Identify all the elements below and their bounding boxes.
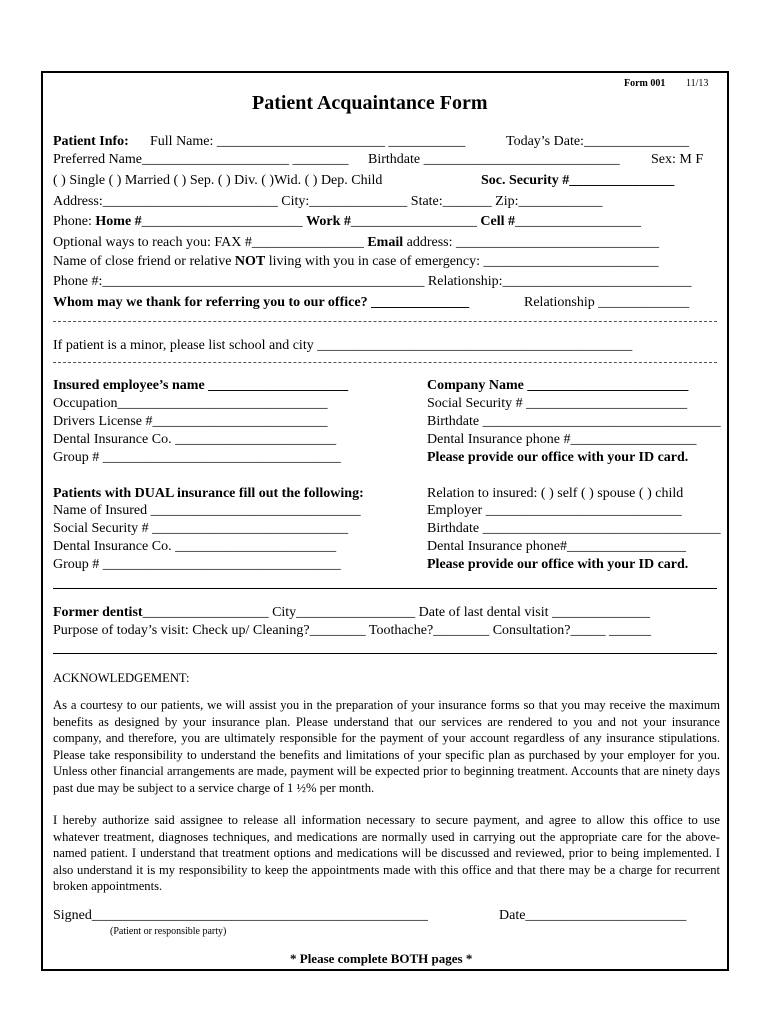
acknowledgement-heading: ACKNOWLEDGEMENT: bbox=[53, 671, 190, 685]
dual-birthdate-field[interactable]: Birthdate __________________________________ bbox=[427, 521, 721, 536]
dual-ssn-field[interactable]: Social Security # ____________________________ bbox=[53, 521, 349, 536]
dual-group-field[interactable]: Group # __________________________________ bbox=[53, 557, 341, 572]
insured-ssn-field[interactable]: Social Security # _______________________ bbox=[427, 396, 688, 411]
work-phone-field[interactable]: __________________ bbox=[350, 214, 477, 229]
visit-purpose-field[interactable]: Purpose of today’s visit: Check up/ Cleaning?________ Toothache?________ Consultation?_____ ______ bbox=[53, 623, 651, 638]
dual-insurance-heading: Patients with DUAL insurance fill out the following: bbox=[53, 486, 364, 501]
emergency-label-not: NOT bbox=[234, 254, 266, 269]
page-title: Patient Acquaintance Form bbox=[252, 92, 488, 114]
former-dentist-field[interactable]: __________________ City_________________ Date of last dental visit ______________ bbox=[142, 605, 651, 620]
dental-insurance-phone-field[interactable]: Dental Insurance phone #__________________ bbox=[427, 432, 697, 447]
sex-field[interactable]: Sex: M F bbox=[651, 152, 704, 167]
birthdate-field[interactable]: Birthdate ____________________________ bbox=[368, 152, 620, 167]
dental-insurance-co-field[interactable]: Dental Insurance Co. _______________________ bbox=[53, 432, 337, 447]
todays-date-field[interactable]: Today’s Date:_______________ bbox=[506, 134, 689, 149]
phone-label: Phone: bbox=[53, 214, 92, 229]
relation-to-insured-options[interactable]: Relation to insured: ( ) self ( ) spouse ( ) child bbox=[427, 486, 684, 501]
form-date-code: 11/13 bbox=[686, 78, 709, 89]
email-label: Email bbox=[367, 235, 404, 250]
emergency-label-pre: Name of close friend or relative bbox=[53, 254, 232, 269]
emergency-name-field[interactable]: living with you in case of emergency: _________________________ bbox=[268, 254, 659, 269]
divider bbox=[53, 588, 717, 589]
former-dentist-label: Former dentist bbox=[53, 605, 143, 620]
former-dentist-row bbox=[53, 605, 650, 621]
optional-contact-row bbox=[53, 235, 659, 251]
divider bbox=[53, 362, 717, 363]
marital-status-options[interactable]: ( ) Single ( ) Married ( ) Sep. ( ) Div. ( )Wid. ( ) Dep. Child bbox=[53, 173, 383, 188]
signature-date-field[interactable]: Date_______________________ bbox=[499, 908, 687, 923]
form-number: Form 001 bbox=[624, 78, 666, 89]
divider bbox=[53, 321, 717, 322]
dual-dental-co-field[interactable]: Dental Insurance Co. _______________________ bbox=[53, 539, 337, 554]
id-card-note: Please provide our office with your ID card. bbox=[427, 450, 689, 465]
acknowledgement-paragraph-1: As a courtesy to our patients, we will assist you in the preparation of your insurance forms so that you may receive the maximum benefits as designed by your insurance plan. Please understand that our services are rendered to you and not your insurance company, and therefore, you are ultimately responsible for the payment of your account regardless of any insurance stipulations. Please take responsibility to understand the benefits and limitations of your specific plan as purchased by your employer for you. Unless other financial arrangements are made, payment will be expected prior to beginning treatment. Accounts that are ninety days past due may be subject to a service charge of 1 ½% per month. bbox=[53, 698, 720, 795]
signature-field[interactable]: Signed________________________________________________ bbox=[53, 908, 428, 923]
occupation-field[interactable]: Occupation______________________________ bbox=[53, 396, 328, 411]
acknowledgement-paragraph-2: I hereby authorize said assignee to release all information necessary to secure payment, and agree to allow this office to use whatever treatment, diagnoses techniques, and medications are normally used in carrying out the appropriate care for the above-named patient. I understand that treatment options and medications will be discussed and reviewed, prior to being implemented. I also understand it is my responsibility to keep the appointments made with this office and that there may be a charge for recurrent broken appointments. bbox=[53, 813, 720, 893]
cell-phone-field[interactable]: __________________ bbox=[515, 214, 641, 229]
address-field[interactable]: Address:_________________________ City:______________ State:_______ Zip:____________ bbox=[53, 194, 603, 209]
minor-school-field[interactable]: If patient is a minor, please list school and city _____________________________________________ bbox=[53, 338, 633, 353]
cell-phone-label: Cell # bbox=[480, 214, 515, 229]
dual-insured-name-field[interactable]: Name of Insured ______________________________ bbox=[53, 503, 361, 518]
emergency-contact-row bbox=[53, 254, 659, 270]
phone-row bbox=[53, 214, 641, 230]
drivers-license-field[interactable]: Drivers License #_________________________ bbox=[53, 414, 328, 429]
home-phone-field[interactable]: _______________________ bbox=[141, 214, 303, 229]
patient-info-heading: Patient Info: bbox=[53, 134, 129, 149]
group-number-field[interactable]: Group # __________________________________ bbox=[53, 450, 341, 465]
full-name-field[interactable]: Full Name: ________________________ ___________ bbox=[150, 134, 466, 149]
referral-field[interactable]: Whom may we thank for referring you to our office? ______________ bbox=[53, 295, 470, 310]
dual-phone-field[interactable]: Dental Insurance phone#_________________ bbox=[427, 539, 686, 554]
complete-both-pages-note: * Please complete BOTH pages * bbox=[290, 951, 473, 966]
dual-id-card-note: Please provide our office with your ID card. bbox=[427, 557, 689, 572]
work-phone-label: Work # bbox=[306, 214, 351, 229]
insured-employee-name-field[interactable]: Insured employee’s name ____________________ bbox=[53, 378, 349, 393]
dual-employer-field[interactable]: Employer ____________________________ bbox=[427, 503, 682, 518]
insured-birthdate-field[interactable]: Birthdate __________________________________ bbox=[427, 414, 721, 429]
home-phone-label: Home # bbox=[95, 214, 142, 229]
fax-field[interactable]: Optional ways to reach you: FAX #________________ bbox=[53, 235, 364, 250]
divider bbox=[53, 653, 717, 654]
soc-security-field[interactable]: Soc. Security #_______________ bbox=[481, 173, 675, 188]
preferred-name-field[interactable]: Preferred Name_____________________ ________ bbox=[53, 152, 349, 167]
signature-party-note: (Patient or responsible party) bbox=[110, 926, 227, 937]
company-name-field[interactable]: Company Name _______________________ bbox=[427, 378, 689, 393]
referral-relationship-field[interactable]: Relationship _____________ bbox=[524, 295, 690, 310]
emergency-phone-field[interactable]: Phone #:______________________________________________ Relationship:___________________________ bbox=[53, 274, 692, 289]
email-field[interactable]: address: _____________________________ bbox=[406, 235, 659, 250]
